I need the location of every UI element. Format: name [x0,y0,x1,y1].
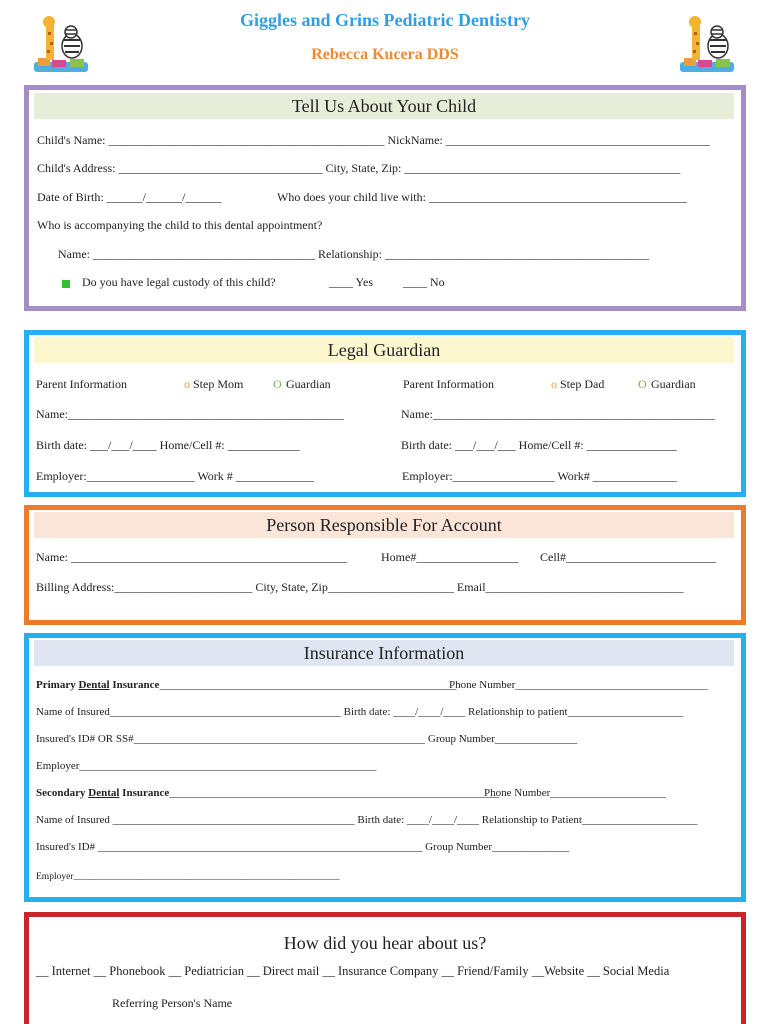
referring-person-label: Referring Person's Name [112,996,233,1010]
secondary-insurance-field[interactable] [36,787,499,799]
account-home-field[interactable]: Home#_________________ [381,550,519,564]
insurance-section-heading: Insurance Information [34,640,734,666]
left-guardian-label: Guardian [286,377,331,391]
step-mom-label: Step Mom [193,377,244,391]
giraffe-logo-icon [30,12,92,78]
primary-insurance-label: Insurance [109,679,160,691]
primary-insurance-line: ______________________________________________________ [159,679,457,691]
guardian-section-heading: Legal Guardian [34,337,734,363]
left-guardian-employer-field[interactable]: Employer:__________________ Work # _____________ [36,469,314,483]
secondary-phone-field[interactable]: Phone Number_____________________ [484,787,666,799]
right-guardian-radio[interactable]: O [638,377,647,391]
custody-no-option[interactable]: ____ No [403,275,445,289]
step-mom-radio[interactable]: o [184,377,190,391]
child-section-heading: Tell Us About Your Child [34,93,734,119]
custody-yes-option[interactable]: ____ Yes [329,275,374,289]
custody-question: Do you have legal custody of this child? [82,275,276,289]
left-guardian-birth-field[interactable]: Birth date: ___/___/____ Home/Cell #: ____________ [36,438,300,452]
child-address-field[interactable]: Child's Address: __________________________________ City, State, Zip: ______________________________________________ [37,161,681,175]
left-parent-info-label: Parent Information [36,377,127,391]
step-dad-label: Step Dad [560,377,605,391]
accompanying-question: Who is accompanying the child to this dental appointment? [37,218,323,232]
accompanying-name-field[interactable]: Name: _____________________________________ Relationship: ____________________________________________ [58,247,649,261]
giraffe-logo-icon [676,12,738,78]
secondary-employer-field[interactable]: Employer________________________________________________________ [36,872,340,882]
secondary-id-field[interactable]: Insured's ID# ___________________________________________________________ Group Number______________ [36,841,570,853]
right-guardian-name-field[interactable]: Name:_______________________________________________ [401,407,715,421]
page-title: Giggles and Grins Pediatric Dentistry [240,10,530,30]
primary-label: Primary [36,679,79,691]
left-guardian-name-field[interactable]: Name:______________________________________________ [36,407,344,421]
primary-insurance-field[interactable] [36,679,456,691]
secondary-insurance-label: Insurance [119,787,170,799]
account-name-field[interactable]: Name: ______________________________________________ [36,550,347,564]
page-subtitle: Rebecca Kucera DDS [311,46,459,63]
right-guardian-employer-field[interactable]: Employer:_________________ Work# ______________ [402,469,677,483]
referral-section-heading: How did you hear about us? [283,933,487,953]
primary-dental-label: Dental [78,679,110,691]
primary-insured-field[interactable]: Name of Insured__________________________________________ Birth date: ____/____/____ Relationship to patient_____________________ [36,706,684,718]
referral-options[interactable]: __ Internet __ Phonebook __ Pediatrician __ Direct mail __ Insurance Company __ Friend/Family __Website __ Social Media [36,964,670,978]
left-guardian-radio[interactable]: O [273,377,282,391]
billing-address-field[interactable]: Billing Address:_______________________ City, State, Zip_____________________ Email_________________________________ [36,580,684,594]
right-parent-info-label: Parent Information [403,377,494,391]
child-dob-field[interactable]: Date of Birth: ______/______/______ [37,190,222,204]
primary-employer-field[interactable]: Employer______________________________________________________ [36,760,377,772]
right-guardian-label: Guardian [651,377,696,391]
child-name-field[interactable]: Child's Name: ______________________________________________ NickName: ____________________________________________ [37,133,710,147]
green-bullet-icon [62,280,70,288]
account-cell-field[interactable]: Cell#_________________________ [540,550,716,564]
account-section-heading: Person Responsible For Account [34,512,734,538]
primary-phone-field[interactable]: Phone Number___________________________________ [449,679,708,691]
step-dad-radio[interactable]: o [551,377,557,391]
secondary-dental-label: Dental [88,787,120,799]
primary-id-field[interactable]: Insured's ID# OR SS#_____________________________________________________ Group Number_______________ [36,733,578,745]
right-guardian-birth-field[interactable]: Birth date: ___/___/___ Home/Cell #: _______________ [401,438,677,452]
lives-with-field[interactable]: Who does your child live with: ___________________________________________ [277,190,687,204]
secondary-label: Secondary [36,787,89,799]
secondary-insured-field[interactable]: Name of Insured ____________________________________________ Birth date: ____/____/____ Relationship to Patient_____________________ [36,814,698,826]
secondary-insurance-line: ____________________________________________________________ [169,787,500,799]
